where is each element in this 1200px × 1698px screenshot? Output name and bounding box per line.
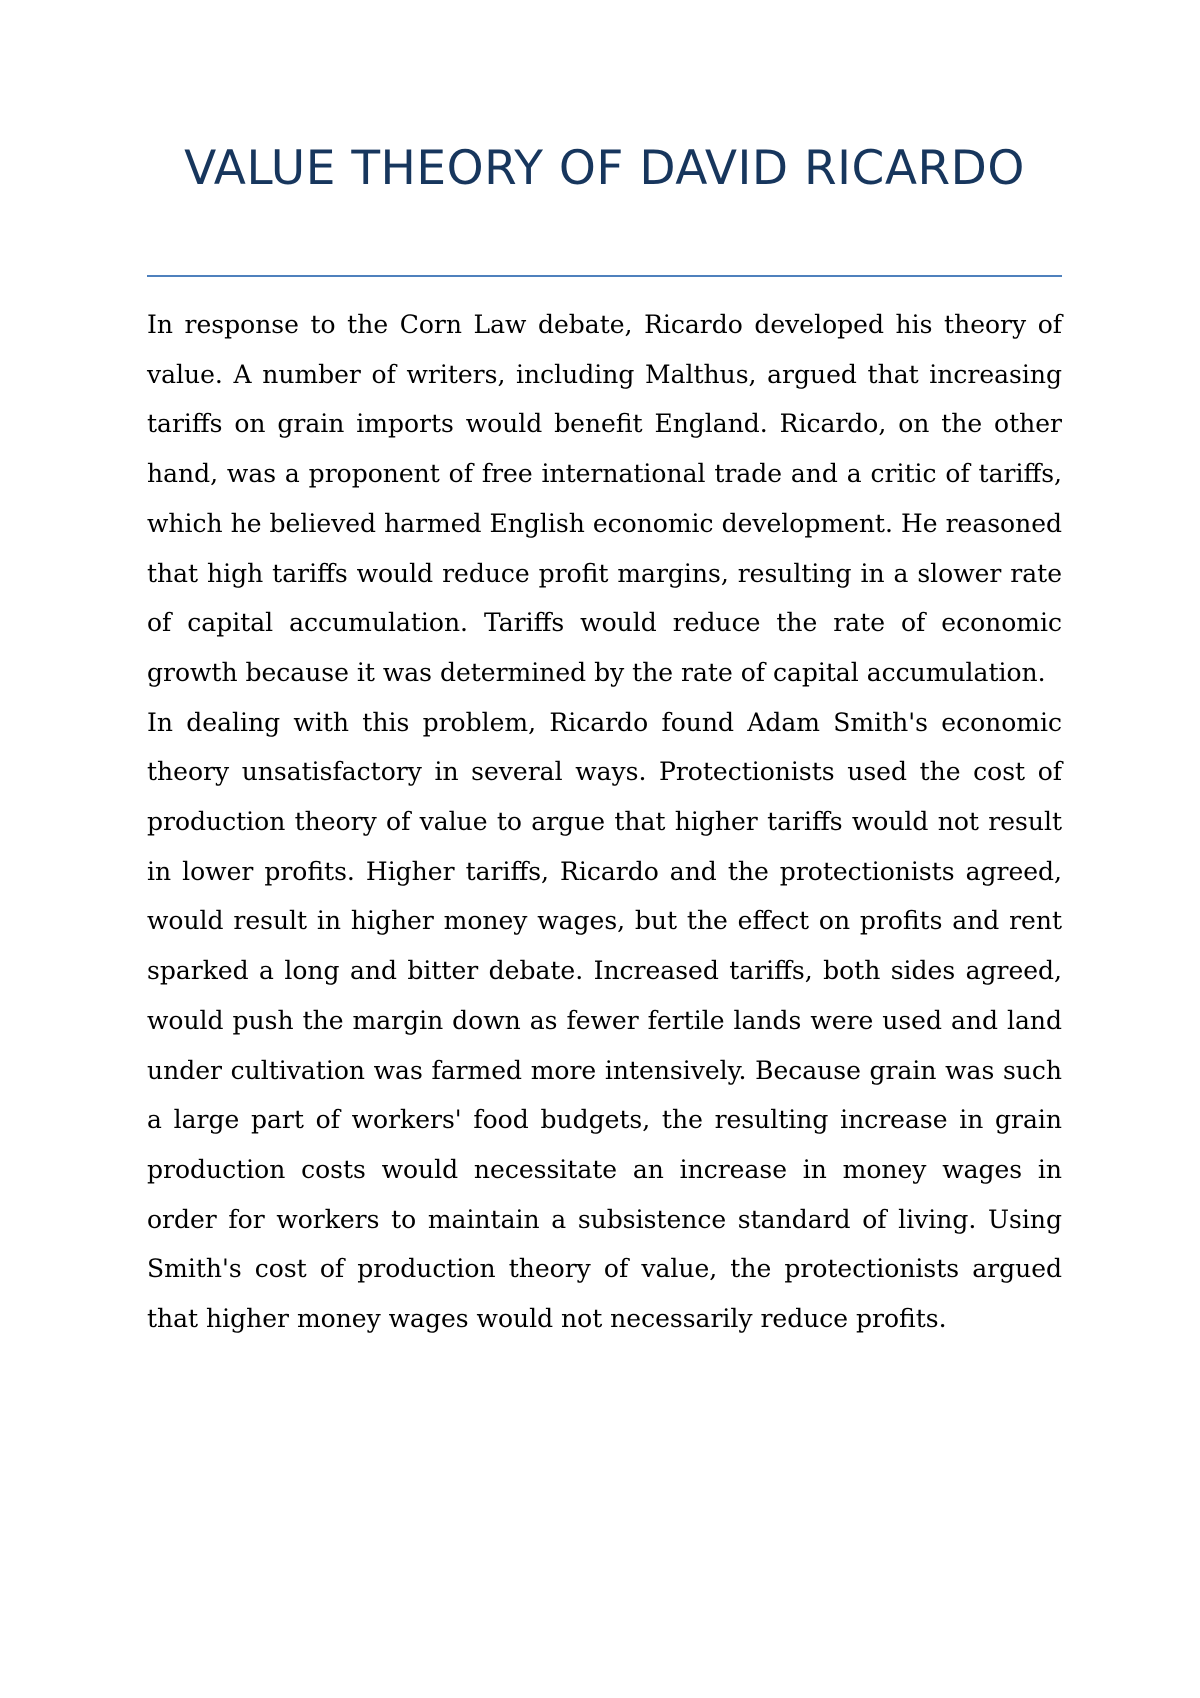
body-text [147,300,1062,1344]
paragraph-adam-smith-critique: In dealing with this problem, Ricardo found Adam Smith's economic theory unsatisfactory in several ways. Protectionists used the cost of production theory of value to argue that higher tariffs would not result in lower profits. Higher tariffs, Ricardo and the protectionists agreed, would result in higher money wages, but the effect on profits and rent sparked a long and bitter debate. Increased tariffs, both sides agreed, would push the margin down as fewer fertile lands were used and land under cultivation was farmed more intensively. Because grain was such a large part of workers' food budgets, the resulting increase in grain production costs would necessitate an increase in money wages in order for workers to maintain a subsistence standard of living. Using Smith's cost of production theory of value, the protectionists argued that higher money wages would not necessarily reduce profits. [147,707,1062,1334]
title-block [147,140,1062,198]
title-underline-rule [147,275,1062,277]
page-title: VALUE THEORY OF DAVID RICARDO [184,141,1025,196]
paragraph-corn-law-debate: In response to the Corn Law debate, Ricardo developed his theory of value. A number of writers, including Malthus, argued that increasing tariffs on grain imports would benefit England. Ricardo, on the other hand, was a proponent of free international trade and a critic of tariffs, which he believed harmed English economic development. He reasoned that high tariffs would reduce profit margins, resulting in a slower rate of capital accumulation. Tariffs would reduce the rate of economic growth because it was determined by the rate of capital accumulation. [147,310,1062,687]
